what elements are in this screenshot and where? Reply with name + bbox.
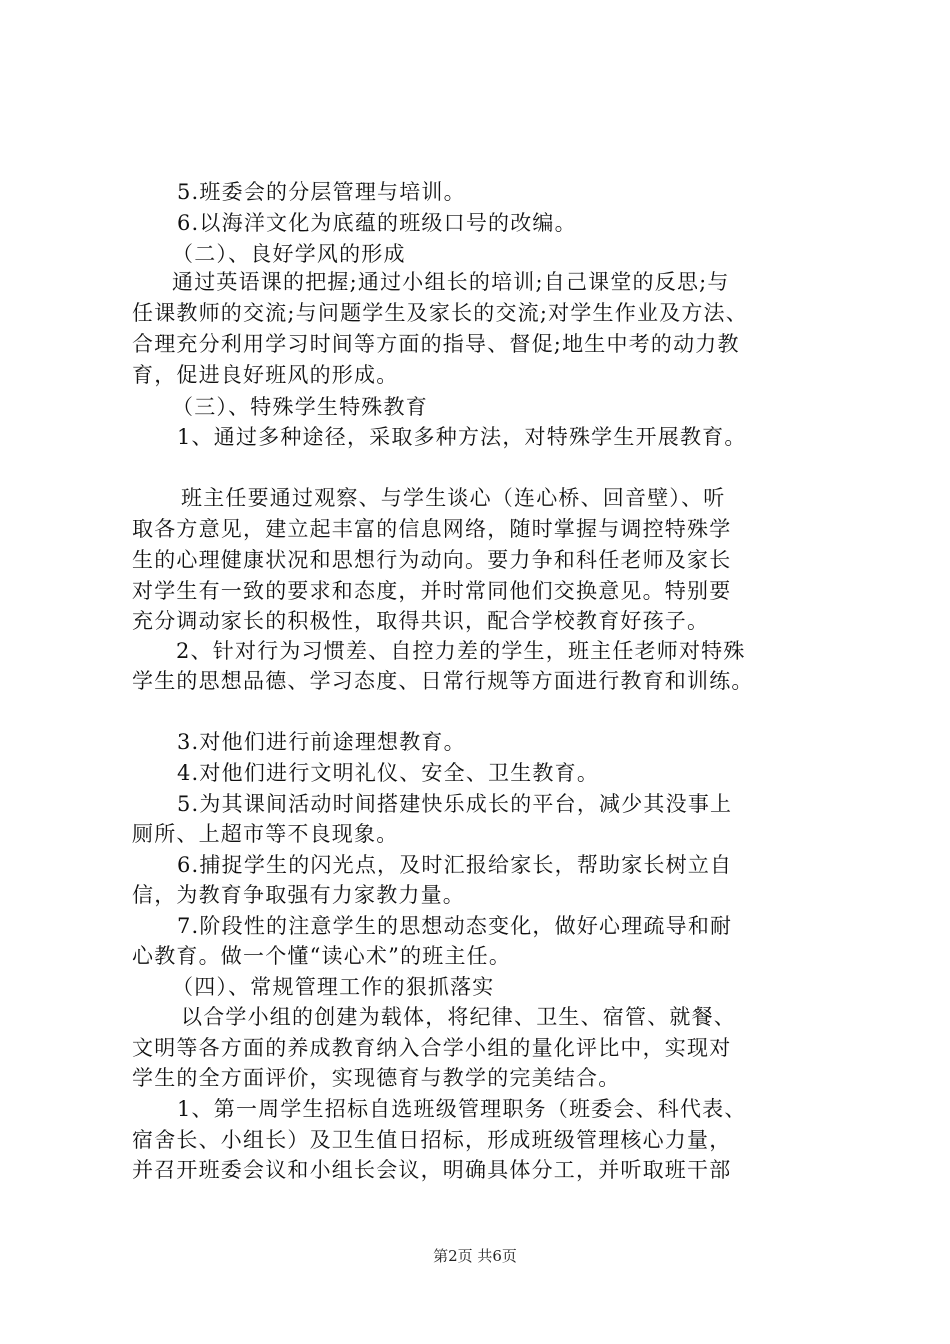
text-line: 育，促进良好班风的形成。 xyxy=(132,363,399,387)
page-number: 第2页 共6页 xyxy=(433,1247,517,1265)
section-heading: （三）、特殊学生特殊教育 xyxy=(172,395,428,419)
text-line: 5.班委会的分层管理与培训。 xyxy=(177,180,466,204)
text-line: 并召开班委会议和小组长会议，明确具体分工，并听取班干部 xyxy=(132,1158,732,1182)
text-line: 合理充分利用学习时间等方面的指导、督促;地生中考的动力教 xyxy=(132,332,740,356)
text-line: 生的心理健康状况和思想行为动向。要力争和科任老师及家长 xyxy=(132,548,732,572)
text-line: 任课教师的交流;与问题学生及家长的交流;对学生作业及方法、 xyxy=(132,301,748,325)
text-line: 6.以海洋文化为底蕴的班级口号的改编。 xyxy=(177,211,577,235)
text-line: 5.为其课间活动时间搭建快乐成长的平台，减少其没事上 xyxy=(177,792,733,816)
text-line: 7.阶段性的注意学生的思想动态变化，做好心理疏导和耐 xyxy=(177,914,733,938)
section-heading: （二）、良好学风的形成 xyxy=(172,242,406,266)
section-heading: （四）、常规管理工作的狠抓落实 xyxy=(172,975,495,999)
text-line: 班主任要通过观察、与学生谈心（连心桥、回音壁）、听 xyxy=(181,486,726,510)
text-line: 通过英语课的把握;通过小组长的培训;自己课堂的反思;与 xyxy=(172,270,730,294)
text-line: 3.对他们进行前途理想教育。 xyxy=(177,730,466,754)
text-line: 取各方意见，建立起丰富的信息网络，随时掌握与调控特殊学 xyxy=(132,517,732,541)
text-line: 1、通过多种途径，采取多种方法，对特殊学生开展教育。 xyxy=(177,425,747,449)
text-line: 以合学小组的创建为载体，将纪律、卫生、宿管、就餐、 xyxy=(181,1005,736,1029)
text-line: 2、针对行为习惯差、自控力差的学生，班主任老师对特殊 xyxy=(176,639,746,663)
text-line: 充分调动家长的积极性，取得共识，配合学校教育好孩子。 xyxy=(132,609,710,633)
text-line: 宿舍长、小组长）及卫生值日招标，形成班级管理核心力量， xyxy=(132,1128,732,1152)
text-line: 学生的思想品德、学习态度、日常行规等方面进行教育和训练。 xyxy=(132,669,754,693)
text-line: 心教育。做一个懂“读心术”的班主任。 xyxy=(132,944,512,968)
text-line: 对学生有一致的要求和态度，并时常同他们交换意见。特别要 xyxy=(132,579,732,603)
text-line: 6.捕捉学生的闪光点，及时汇报给家长，帮助家长树立自 xyxy=(177,853,733,877)
text-line: 1、第一周学生招标自选班级管理职务（班委会、科代表、 xyxy=(177,1097,747,1121)
text-line: 4.对他们进行文明礼仪、安全、卫生教育。 xyxy=(177,761,600,785)
text-line: 信，为教育争取强有力家教力量。 xyxy=(132,883,465,907)
text-line: 厕所、上超市等不良现象。 xyxy=(132,822,399,846)
text-line: 学生的全方面评价，实现德育与教学的完美结合。 xyxy=(132,1066,621,1090)
text-line: 文明等各方面的养成教育纳入合学小组的量化评比中，实现对 xyxy=(132,1036,732,1060)
